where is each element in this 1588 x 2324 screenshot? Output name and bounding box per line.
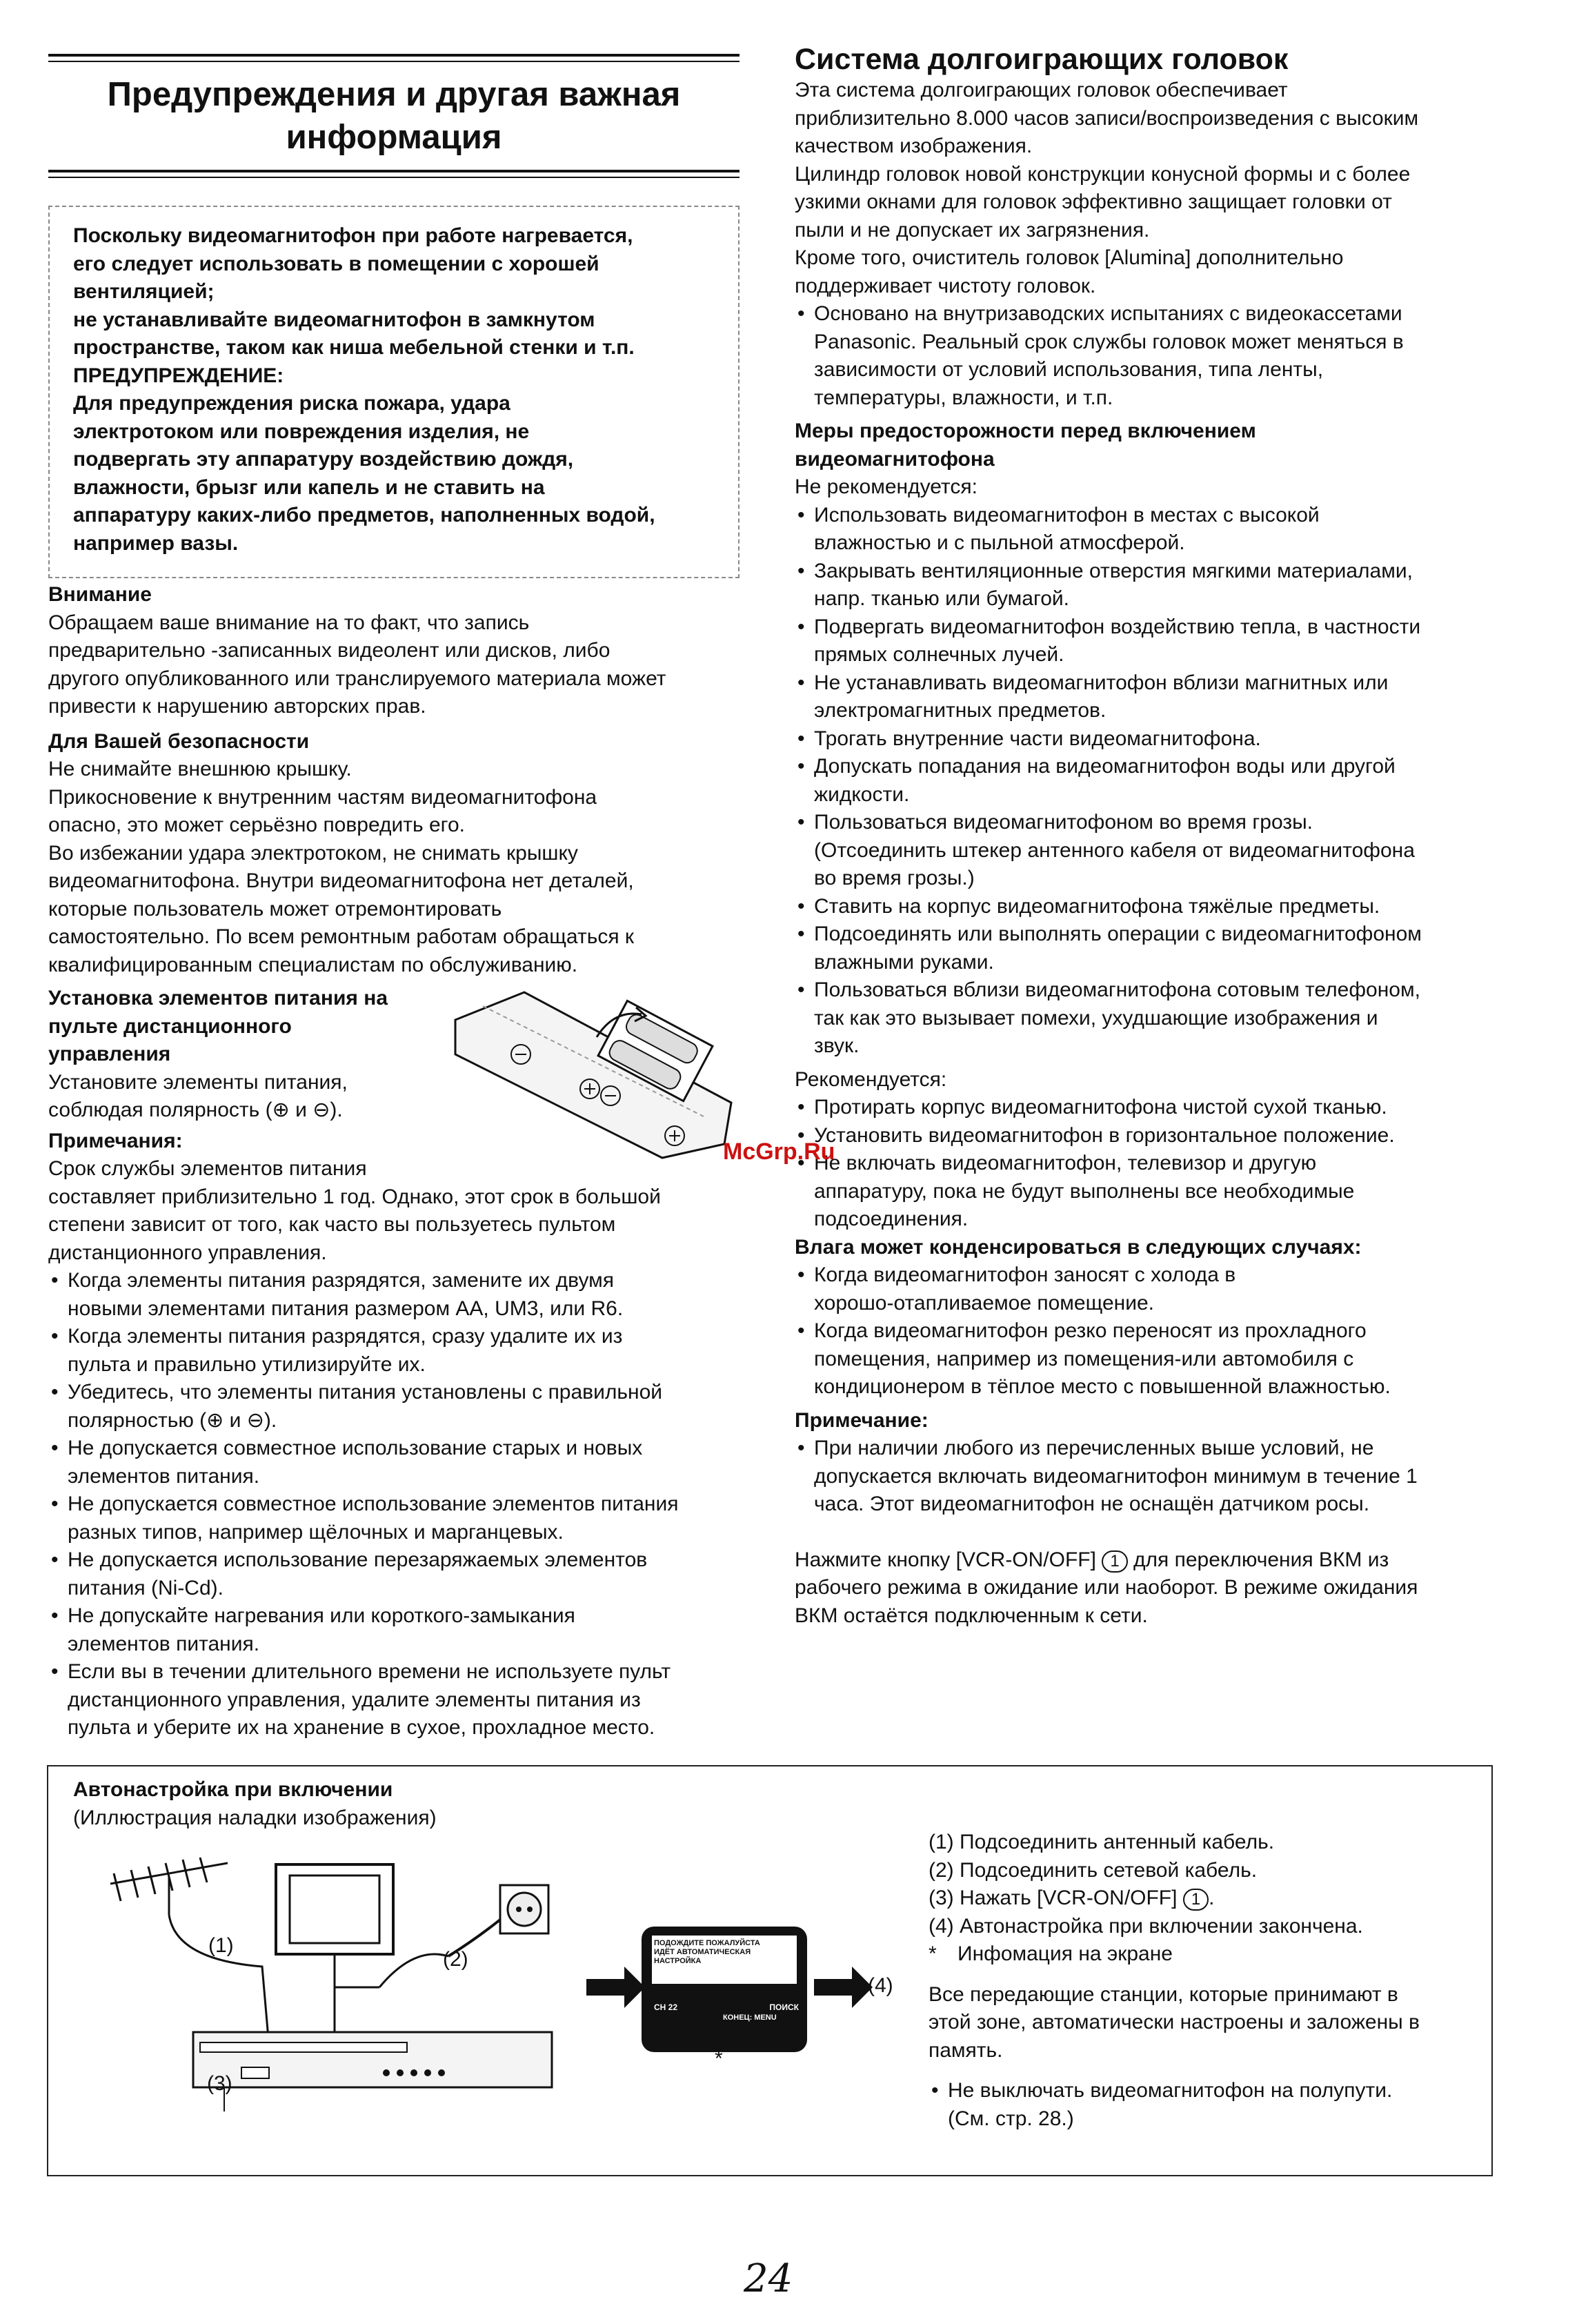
arrow-right-icon	[586, 1967, 645, 2008]
page-title	[48, 73, 740, 159]
watermark: McGrp.Ru	[723, 1139, 835, 1165]
screen-text: ПОДОЖДИТЕ ПОЖАЛУЙСТА ИДЁТ АВТОМАТИЧЕСКАЯ НАСТРОЙКА	[654, 1939, 760, 1965]
recommended-bullet: • Установить видеомагнитофон в горизонтальное положение.	[795, 1122, 1560, 1150]
precaution-bullet: • Трогать внутренние части видеомагнитофона.	[795, 725, 1560, 754]
safety-line: квалифицированным специалистам по обслуживанию.	[48, 953, 578, 976]
safety-line: Не снимайте внешнюю крышку.	[48, 758, 352, 780]
autotune-para: Все передающие станции, которые принимают в	[929, 1982, 1398, 2006]
condensation-bullet: • Когда видеомагнитофон заносят с холода в хорошо-отапливаемое помещение.	[795, 1261, 1560, 1317]
notes-intro: составляет приблизительно 1 год. Однако, этот срок в большой	[48, 1185, 661, 1208]
diagram-label-1: (1)	[208, 1934, 234, 1957]
precaution-bullet: • Пользоваться вблизи видеомагнитофона сотовым телефоном, так как это вызывает помехи, ухудшающие изображения и звук.	[795, 976, 1560, 1061]
batteries-heading: управления	[48, 1043, 171, 1065]
section-title-heads: Система долгоиграющих головок	[795, 43, 1289, 76]
warning-line: вентиляцией;	[73, 280, 215, 303]
recommended-bullet: • Не включать видеомагнитофон, телевизор и другую аппаратуру, пока не будут выполнены все необходимые подсоединения.	[795, 1150, 1560, 1234]
vcr-icon	[193, 2032, 552, 2111]
condensation-heading: Влага может конденсироваться в следующих случаях:	[795, 1235, 1362, 1259]
warning-box	[48, 206, 740, 578]
notes-heading: Примечания:	[48, 1129, 183, 1152]
warning-line: например вазы.	[73, 531, 239, 555]
not-recommended-label: Не рекомендуется:	[795, 475, 977, 498]
recommended-bullet: • Протирать корпус видеомагнитофона чистой сухой тканью.	[795, 1094, 1560, 1122]
tv-icon	[276, 1864, 393, 2036]
safety-heading: Для Вашей безопасности	[48, 729, 310, 753]
page-title-line-2: информация	[286, 119, 502, 156]
notes-bullet: • Если вы в течении длительного времени не используете пульт дистанционного управления, удалите элементы питания из пульта и уберите их на хранение в сухое, прохладное место.	[48, 1658, 738, 1742]
title-rule-bottom-2	[48, 177, 740, 178]
screen-status-end: КОНЕЦ: MENU	[723, 2013, 777, 2022]
safety-line: видеомагнитофона. Внутри видеомагнитофона нет деталей,	[48, 869, 634, 892]
safety-line: Прикосновение к внутренним частям видеомагнитофона	[48, 785, 597, 809]
precaution-bullet: • Пользоваться видеомагнитофоном во время грозы. (Отсоединить штекер антенного кабеля от видеомагнитофона во время грозы.)	[795, 809, 1560, 893]
batteries-heading: Установка элементов питания на	[48, 987, 388, 1010]
autotune-subheading: (Иллюстрация наладки изображения)	[73, 1806, 437, 1829]
title-rule-bottom	[48, 170, 740, 173]
batteries-heading: пульте дистанционного	[48, 1014, 292, 1038]
precautions-heading: видеомагнитофона	[795, 447, 995, 471]
safety-line: Во избежании удара электротоком, не снимать крышку	[48, 841, 578, 865]
heads-line: приблизительно 8.000 часов записи/воспроизведения с высоким	[795, 106, 1419, 130]
notes-bullet: • Убедитесь, что элементы питания установлены с правильной полярностью (⊕ и ⊖).	[48, 1379, 738, 1435]
precaution-bullet: • Ставить на корпус видеомагнитофона тяжёлые предметы.	[795, 893, 1560, 921]
vcr-note-line: ВКМ остаётся подключенным к сети.	[795, 1604, 1148, 1627]
safety-line: которые пользователь может отремонтировать	[48, 897, 502, 920]
screen-status: CH 22 ПОИСК	[654, 2002, 799, 2012]
autotune-bullet: • Не выключать видеомагнитофон на полупути. (См. стр. 28.)	[929, 2077, 1480, 2133]
attention-line: другого опубликованного или транслируемого материала может	[48, 667, 666, 690]
notes-bullet: • Не допускается использование перезаряжаемых элементов питания (Ni-Cd).	[48, 1546, 738, 1602]
title-rule-top-2	[48, 61, 740, 62]
heads-line: Кроме того, очиститель головок [Alumina] дополнительно	[795, 246, 1344, 269]
page-title-line-1: Предупреждения и другая важная	[107, 76, 681, 113]
diagram-label-2: (2)	[443, 1948, 468, 1971]
note-bullet: • При наличии любого из перечисленных выше условий, не допускается включать видеомагнитофон минимум в течение 1 часа. Этот видеомагнитофон не оснащён датчиком росы.	[795, 1435, 1560, 1519]
warning-line: его следует использовать в помещении с хорошей	[73, 252, 599, 275]
warning-line: пространстве, таком как ниша мебельной стенки и т.п.	[73, 336, 635, 359]
condensation-bullet: • Когда видеомагнитофон резко переносят из прохладного помещения, например из помещения-или автомобиля с кондиционером в тёплое место с повышенной влажностью.	[795, 1317, 1560, 1401]
notes-bullet: • Когда элементы питания разрядятся, сразу удалите их из пульта и правильно утилизируйте их.	[48, 1323, 738, 1379]
warning-heading: ПРЕДУПРЕЖДЕНИЕ:	[73, 364, 284, 387]
attention-line: привести к нарушению авторских прав.	[48, 695, 426, 718]
notes-intro: Срок службы элементов питания	[48, 1157, 367, 1180]
diagram-label-star: *	[715, 2047, 723, 2070]
vcr-onoff-note	[795, 1546, 1560, 1631]
footnote: * Инфомация на экране	[929, 1942, 1173, 1965]
diagram-label-4: (4)	[868, 1974, 893, 1997]
title-rule-top	[48, 54, 740, 57]
heads-line: пыли и не допускает их загрязнения.	[795, 218, 1150, 242]
notes-bullet: • Не допускается совместное использование старых и новых элементов питания.	[48, 1435, 738, 1490]
right-column	[795, 43, 1560, 1630]
attention-line: предварительно -записанных видеолент или дисков, либо	[48, 639, 611, 662]
warning-line: Поскольку видеомагнитофон при работе нагревается,	[73, 224, 633, 247]
precaution-bullet: • Подсоединять или выполнять операции с видеомагнитофоном влажными руками.	[795, 920, 1560, 976]
heads-line: качеством изображения.	[795, 135, 1033, 157]
step: (2) Подсоединить сетевой кабель.	[929, 1858, 1258, 1882]
precaution-bullet: • Закрывать вентиляционные отверстия мягкими материалами, напр. тканью или бумагой.	[795, 558, 1560, 613]
precaution-bullet: • Подвергать видеомагнитофон воздействию тепла, в частности прямых солнечных лучей.	[795, 613, 1560, 669]
step-button-number: 1	[1183, 1889, 1209, 1911]
warning-line: Для предупреждения риска пожара, удара	[73, 392, 510, 415]
notes-bullet: • Не допускайте нагревания или короткого-замыкания элементов питания.	[48, 1602, 738, 1658]
precautions-heading: Меры предосторожности перед включением	[795, 420, 1256, 442]
heads-line: узкими окнами для головок эффективно защищает головки от	[795, 190, 1392, 213]
notes-bullet: • Когда элементы питания разрядятся, замените их двумя новыми элементами питания размером AA, UM3, или R6.	[48, 1267, 738, 1323]
vcr-button-number: 1	[1102, 1550, 1127, 1573]
batteries-line: соблюдая полярность (⊕ и ⊖).	[48, 1099, 343, 1121]
page-number: 24	[744, 2256, 793, 2301]
heads-bullet: • Основано на внутризаводских испытаниях с видеокассетами Panasonic. Реальный срок службы головок может меняться в зависимости от условий использования, типа ленты, температуры, влажности, и т.п.	[795, 300, 1560, 412]
warning-line: влажности, брызг или капель и не ставить на	[73, 475, 545, 499]
arrow-right-icon	[814, 1967, 873, 2008]
diagram-label-3: (3)	[207, 2072, 232, 2095]
heads-line: поддерживает чистоту головок.	[795, 274, 1096, 297]
precaution-bullet: • Использовать видеомагнитофон в местах с высокой влажностью и с пыльной атмосферой.	[795, 502, 1560, 558]
step: (4) Автонастройка при включении закончена.	[929, 1914, 1363, 1938]
warning-line: аппаратуру каких-либо предметов, наполненных водой,	[73, 504, 655, 526]
step: (1) Подсоединить антенный кабель.	[929, 1831, 1275, 1853]
notes-bullet: • Не допускается совместное использование элементов питания разных типов, например щёлочных и марганцевых.	[48, 1490, 738, 1546]
warning-line: электротоком или повреждения изделия, не	[73, 420, 530, 443]
notes-intro: степени зависит от того, как часто вы пользуетесь пультом	[48, 1213, 616, 1236]
step: (3) Нажать [VCR-ON/OFF] 1 .	[929, 1887, 1215, 1909]
autotune-para: этой зоне, автоматически настроены и заложены в	[929, 2011, 1420, 2034]
autotune-steps	[929, 1829, 1480, 2133]
autotune-para: память.	[929, 2038, 1003, 2062]
vcr-note-text: для переключения ВКМ из	[1133, 1548, 1389, 1571]
vcr-note-line: рабочего режима в ожидание или наоборот. В режиме ожидания	[795, 1576, 1418, 1599]
safety-line: самостоятельно. По всем ремонтным работам обращаться к	[48, 925, 635, 948]
heads-line: Эта система долгоиграющих головок обеспечивает	[795, 79, 1288, 101]
batteries-line: Установите элементы питания,	[48, 1070, 348, 1094]
recommended-label: Рекомендуется:	[795, 1067, 947, 1091]
antenna-icon	[110, 1858, 269, 2046]
remote-battery-illustration	[441, 978, 745, 1172]
autotune-heading: Автонастройка при включении	[73, 1778, 393, 1801]
attention-line: Обращаем ваше внимание на то факт, что запись	[48, 611, 530, 634]
autotune-header	[73, 1776, 437, 1832]
precaution-bullet: • Допускать попадания на видеомагнитофон воды или другой жидкости.	[795, 753, 1560, 809]
notes-intro: дистанционного управления.	[48, 1241, 327, 1264]
safety-line: опасно, это может серьёзно повредить его.	[48, 814, 465, 836]
precaution-bullet: • Не устанавливать видеомагнитофон вблизи магнитных или электромагнитных предметов.	[795, 669, 1560, 725]
heads-line: Цилиндр головок новой конструкции конусной формы и с более	[795, 162, 1411, 186]
vcr-note-text: Нажмите кнопку [VCR-ON/OFF]	[795, 1548, 1096, 1571]
note-heading: Примечание:	[795, 1408, 929, 1432]
warning-line: подвергать эту аппаратуру воздействию дождя,	[73, 448, 574, 471]
attention-heading: Внимание	[48, 583, 152, 606]
warning-line: не устанавливайте видеомагнитофон в замкнутом	[73, 308, 595, 331]
